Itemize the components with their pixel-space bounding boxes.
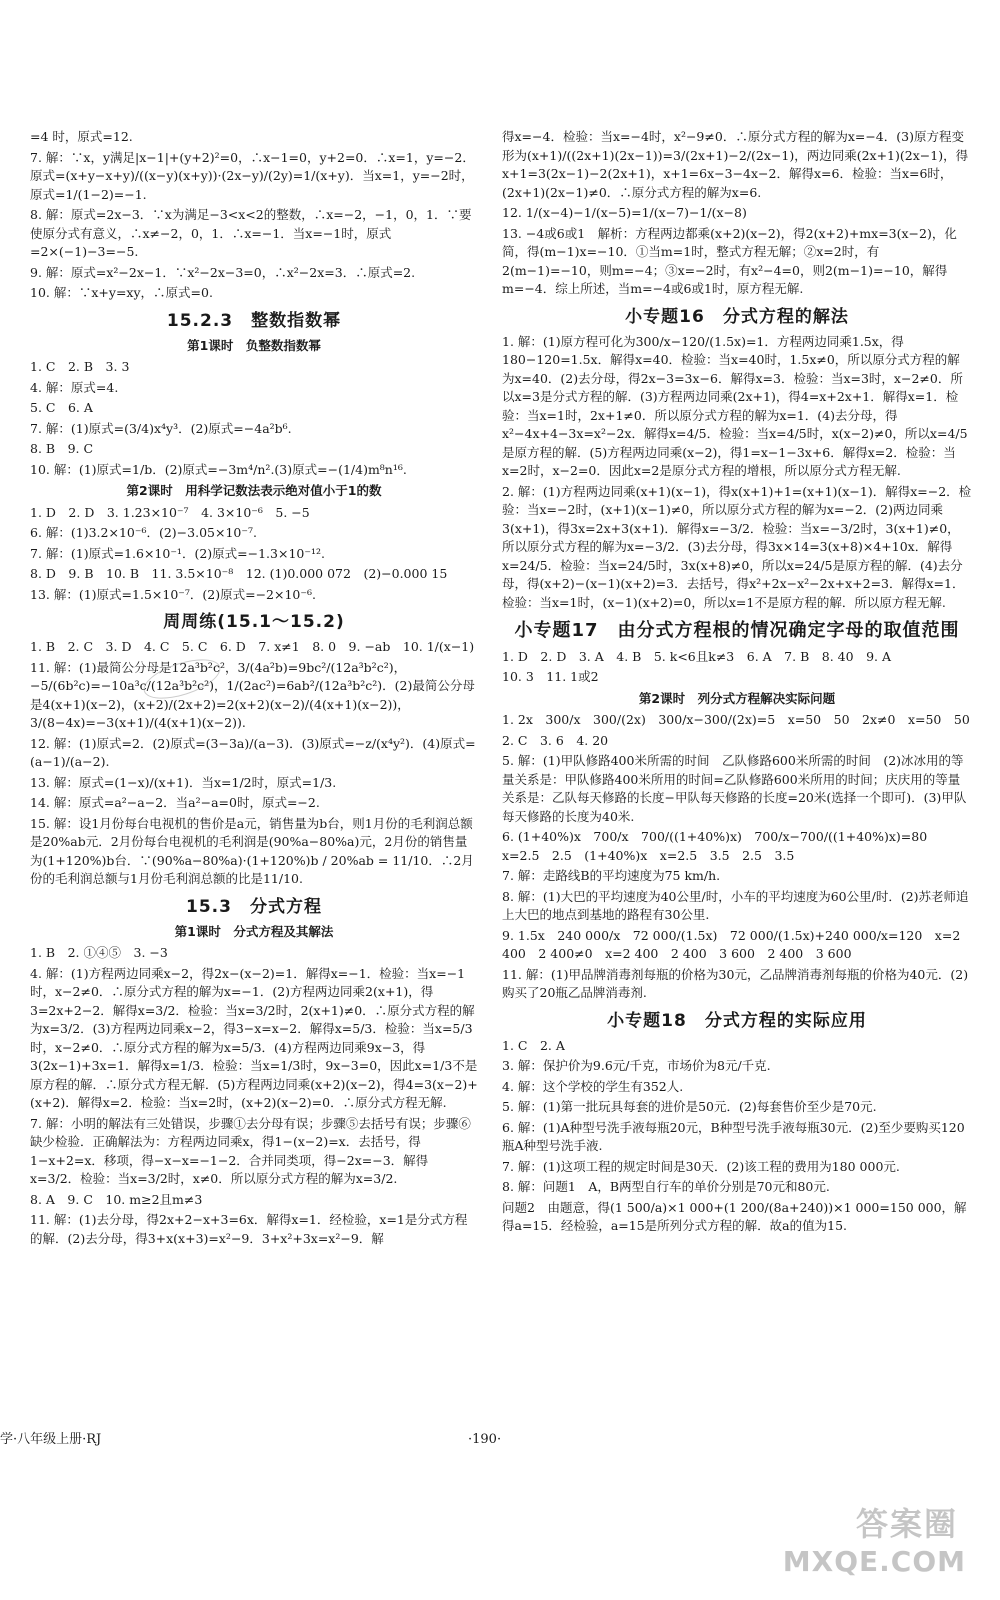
answer-line: 7. 解：(1)这项工程的规定时间是30天．(2)该工程的费用为180 000元. [502,1158,900,1174]
answer-line: 问题2 由题意，得(1 500/a)×1 000+(1 200/(8a+240))×1 000=150 000，解得a=15．经检验，a=15是所列分式方程的解．故a的值为15. [502,1199,967,1234]
watermark-logo [782,1504,992,1592]
answer-line: =4 时，原式=12. [30,129,133,144]
answer-line: 10. 解：(1)原式=1/b．(2)原式=−3m⁴/n².(3)原式=−(1/4)m⁸n¹⁶. [30,461,407,477]
answer-line: 5. C 6. A [30,400,93,416]
answer-line: 15. 解：设1月份每台电视机的售价是a元，销售量为b台，则1月份的毛利润总额是20%ab元．2月份每台电视机的毛利润是(90%a−80%a)元，2月份的销售量为(1+120%)b台．∵(90%a−80%a)·(1+120%)b / 20%ab = 11/10．∴2月份的毛利润总额与1月份毛利润总额的比是11/10. [30,815,474,887]
section-title: 15.2.3 整数指数幂 [166,310,342,331]
answer-line: 8. 解：问题1 A，B两型自行车的单价分别是70元和80元. [502,1179,830,1195]
subsection-title: 第1课时 负整数指数幂 [187,337,321,353]
answer-line: 13. 解：(1)原式=1.5×10⁻⁷．(2)原式=−2×10⁻⁶. [30,586,316,602]
answer-line: 2. C 3. 6 4. 20 [502,732,609,748]
answer-line: 8. D 9. B 10. B 11. 3.5×10⁻⁸ 12. (1)0.000 072 (2)−0.000 15 [30,566,448,582]
answer-line: 7. 解：走路线B的平均速度为75 km/h. [502,868,721,884]
answer-line: 1. C 2. B 3. 3 [30,359,130,375]
answer-line: 7. 解：小明的解法有三处错误，步骤①去分母有误；步骤⑤去括号有误；步骤⑥缺少检验．正确解法为：方程两边同乘x，得1−(x−2)=x．去括号，得1−x+2=x．移项，得−x−x=−1−2．合并同类项，得−2x=−3．解得x=3/2．检验：当x=3/2时，x≠0．所以原分式方程的解为x=3/2. [30,1115,471,1187]
answer-line: 13. 解：原式=(1−x)/(x+1)．当x=1/2时，原式=1/3. [30,774,337,790]
answer-line: 8. 解：(1)大巴的平均速度为40公里/时，小车的平均速度为60公里/时．(2)苏老师追上大巴的地点到基地的路程有30公里. [502,888,969,923]
answer-line: 13. −4或6或1 解析：方程两边都乘(x+2)(x−2)，得2(x+2)+mx=3(x−2)，化简，得(m−1)x=−10．①当m=1时，整式方程无解；②x=2时，有2(m−1)=−10，则m=−4；③x=−2时，有x²−4=0，则2(m−1)=−10，解得m=−4．综上所述，当m=−4或6或1时，原方程无解. [502,225,957,296]
answer-line: 8. A 9. C 10. m≥2且m≠3 [30,1191,203,1207]
answer-line: 12. 1/(x−4)−1/(x−5)=1/(x−7)−1/(x−8) [502,205,747,220]
answer-line: 1. 2x 300/x 300/(2x) 300/x−300/(2x)=5 x=50 50 2x≠0 x=50 50 [502,712,970,728]
answer-line: 4. 解：原式=4. [30,379,119,395]
answer-line: 5. 解：(1)甲队修路400米所需的时间 乙队修路600米所需的时间 (2)冰冰用的等量关系是：甲队修路400米所用的时间=乙队修路600米所用的时间；庆庆用的等量关系是：乙队每天修路的长度−甲队每天修路的长度=20米(选择一个即可)．(3)甲队每天修路的长度为40米. [502,753,967,824]
answer-line: 3. 解：保护价为9.6元/千克，市场价为8元/千克. [502,1058,771,1074]
subsection-title: 第2课时 用科学记数法表示绝对值小于1的数 [126,483,382,499]
answer-line: 14. 解：原式=a²−a−2．当a²−a=0时，原式=−2. [30,795,320,811]
answer-line: 1. C 2. A [502,1037,565,1053]
answer-line: 5. 解：(1)第一批玩具每套的进价是50元．(2)每套售价至少是70元. [502,1099,877,1115]
page-number: ·190· [468,1432,502,1447]
answer-line: 2. 解：(1)方程两边同乘(x+1)(x−1)，得x(x+1)+1=(x+1)(x−1)．解得x=−2．检验：当x=−2时，(x+1)(x−1)≠0，所以原分式方程的解为x=−2．(2)两边同乘3(x+1)，得3x=2x+3(x+1)．解得x=−3/2．检验：当x=−3/2时，3(x+1)≠0，所以原分式方程的解为x=−3/2．(3)去分母，得3x×14=3(x+8)×4+10x．解得x=24/5．检验：当x=24/5时，3x(x+8)≠0，所以x=24/5是原方程的解．(4)去分母，得(x+2)−(x−1)(x+2)=3．去括号，得x²+2x−x²−2x+x+2=3．解得x=1．检验：当x=1时，(x−1)(x+2)=0，所以x=1不是原方程的解．所以原方程无解. [502,483,972,610]
answer-line: 11. 解：(1)最简公分母是12a³b²c²，3/(4a²b)=9bc²/(12a³b²c²)，−5/(6b²c)=−10a³c/(12a³b²c²)，1/(2ac²)=6ab²/(12a³b²c²)．(2)最简公分母是4(x+1)(x−2)，(x+2)/(2x+2)=2(x+2)(x−2)/(4(x+1)(x−2))，3/(8−4x)=−3(x+1)/(4(x+1)(x−2)). [30,659,475,731]
answer-line: 12. 解：(1)原式=2．(2)原式=(3−3a)/(a−3)．(3)原式=−z/(x⁴y²)．(4)原式=(a−1)/(a−2). [30,735,476,770]
answer-line: 1. D 2. D 3. 1.23×10⁻⁷ 4. 3×10⁻⁶ 5. −5 [30,504,310,520]
right-column [502,128,972,1238]
answer-line: 得x=−4．检验：当x=−4时，x²−9≠0．∴原分式方程的解为x=−4．(3)原方程变形为(x+1)/((2x+1)(2x−1))=3/(2x+1)−2/(2x−1)，两边同乘(2x+1)(2x−1)，得x+1=3(2x−1)−2(2x+1)，x+1=6x−3−4x−2．解得x=6．检验：当x=6时，(2x+1)(2x−1)≠0．∴原分式方程的解为x=6. [502,129,969,200]
answer-line: 1. D 2. D 3. A 4. B 5. k<6且k≠3 6. A 7. B 8. 40 9. A [502,648,892,664]
answer-line: 1. B 2. ①④⑤ 3. −3 [30,945,168,961]
answer-line: 10. 3 11. 1或2 [502,669,599,685]
section-title: 小专题16 分式方程的解法 [625,306,849,327]
watermark-url: MXQE.COM [782,1544,966,1578]
subsection-title: 第2课时 列分式方程解决实际问题 [638,690,836,706]
answer-line: 11. 解：(1)甲品牌消毒剂每瓶的价格为30元，乙品牌消毒剂每瓶的价格为40元．(2)购买了20瓶乙品牌消毒剂. [502,966,969,1001]
watermark-cn: 答案圈 [855,1504,958,1543]
answer-line: 7. 解：(1)原式=(3/4)x⁴y³．(2)原式=−4a²b⁶. [30,420,292,436]
answer-line: 10. 解：∵x+y=xy，∴原式=0. [30,285,213,300]
answer-line: 11. 解：(1)去分母，得2x+2−x+3=6x．解得x=1．经检验，x=1是分式方程的解．(2)去分母，得3+x(x+3)=x²−9．3+x²+3x=x²−9．解 [30,1212,468,1246]
section-title: 15.3 分式方程 [186,896,322,917]
answer-line: 7. 解：(1)原式=1.6×10⁻¹．(2)原式=−1.3×10⁻¹². [30,545,325,561]
section-title: 周周练(15.1～15.2) [163,612,345,633]
section-title: 小专题17 由分式方程根的情况确定字母的取值范围 [514,620,960,642]
answer-line: 6. (1+40%)x 700/x 700/((1+40%)x) 700/x−700/((1+40%)x)=80 x=2.5 2.5 (1+40%)x x=2.5 3.5 2.5 3.5 [502,829,940,863]
answer-line: 4. 解：(1)方程两边同乘x−2，得2x−(x−2)=1．解得x=−1．检验：当x=−1时，x−2≠0．∴原分式方程的解为x=−1．(2)方程两边同乘2(x+1)，得3=2x+2−2．解得x=3/2．检验：当x=3/2时，2(x+1)≠0．∴原分式方程的解为x=3/2．(3)方程两边同乘x−2，得3−x=x−2．解得x=5/3．检验：当x=5/3时，x−2≠0．∴原分式方程的解为x=5/3．(4)方程两边同乘9x−3，得3(2x−1)+3x=1．解得x=1/3．检验：当x=1/3时，9x−3=0，因此x=1/3不是原方程的解．∴原分式方程无解．(5)方程两边同乘(x+2)(x−2)，得4=3(x−2)+(x+2)．解得x=2．检验：当x=2时，(x+2)(x−2)=0．∴原分式方程无解. [30,965,478,1111]
subsection-title: 第1课时 分式方程及其解法 [174,923,334,939]
answer-line: 9. 1.5x 240 000/x 72 000/(1.5x) 72 000/(1.5x)+240 000/x=120 x=2 400 2 400≠0 x=2 400 2 400 3 600 2 400 3 600 [502,927,961,962]
answer-line: 7. 解：∵x，y满足|x−1|+(y+2)²=0，∴x−1=0，y+2=0．∴x=1，y=−2．原式=(x+y−x+y)/((x−y)(x+y))·(2x−y)/(2y)=1/(x+y)．当x=1，y=−2时，原式=1/(1−2)=−1. [30,149,475,202]
left-column [30,128,478,1250]
answer-line: 1. 解：(1)原方程可化为300/x−120/(1.5x)=1．方程两边同乘1.5x，得180−120=1.5x．解得x=40．检验：当x=40时，1.5x≠0，所以原分式方程的解为x=40．(2)去分母，得2x−3=3x−6．解得x=3．检验：当x=3时，x−2≠0．所以x=3是分式方程的解．(3)方程两边同乘(2x+1)，得4=x+2x+1．解得x=1．检验：当x=1时，2x+1≠0．所以原分式方程的解为x=1．(4)去分母，得x²−4x+4−3x=x²−2x．解得x=4/5．检验：当x=4/5时，x(x−2)≠0，所以x=4/5是原方程的解．(5)方程两边同乘(x−2)，得1=x−1−3x+6．解得x=2．检验：当x=2时，x−2=0．因此x=2是原分式方程的增根，所以原分式方程无解. [502,333,968,479]
answer-line: 1. B 2. C 3. D 4. C 5. C 6. D 7. x≠1 8. 0 9. −ab 10. 1/(x−1) [30,639,475,655]
answer-line: 6. 解：(1)3.2×10⁻⁶．(2)−3.05×10⁻⁷. [30,525,257,541]
section-title: 小专题18 分式方程的实际应用 [607,1010,867,1031]
answer-line: 6. 解：(1)A种型号洗手液每瓶20元，B种型号洗手液每瓶30元．(2)至少要购买120瓶A种型号洗手液. [502,1119,965,1154]
answer-line: 9. 解：原式=x²−2x−1．∵x²−2x−3=0，∴x²−2x=3．∴原式=2. [30,264,416,280]
footer-book-label: 学·八年级上册·RJ [0,1432,102,1447]
answer-line: 4. 解：这个学校的学生有352人. [502,1078,684,1094]
answer-line: 8. 解：原式=2x−3．∵x为满足−3<x<2的整数，∴x=−2，−1，0，1．∵要使原分式有意义，∴x≠−2，0，1．∴x=−1．当x=−1时，原式=2×(−1)−3=−5. [30,207,472,259]
answer-line: 8. B 9. C [30,441,94,457]
